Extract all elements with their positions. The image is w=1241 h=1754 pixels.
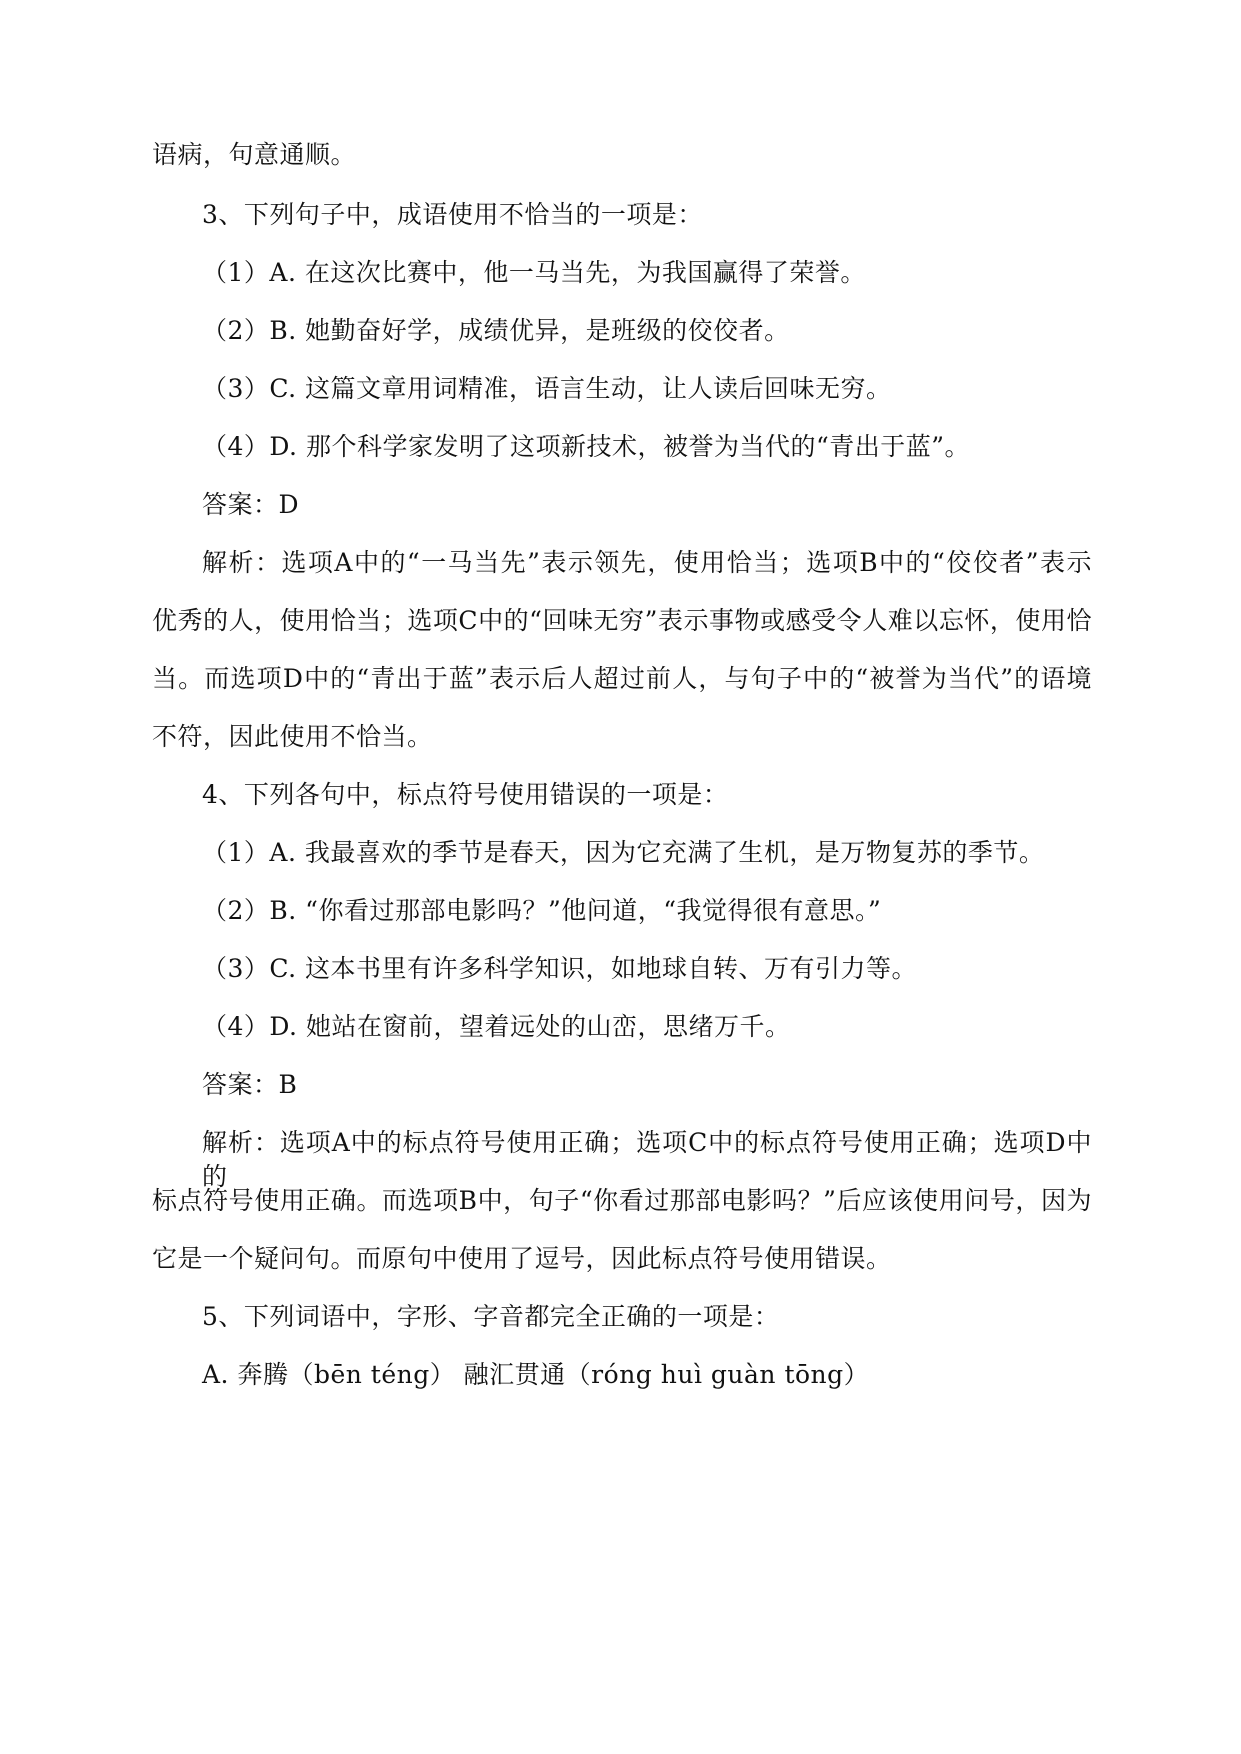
question-3-option-c: （3）C. 这篇文章用词精准，语言生动，让人读后回味无穷。 bbox=[202, 374, 892, 403]
question-4-answer: 答案：B bbox=[202, 1070, 298, 1099]
question-3-analysis: 当。而选项D中的“青出于蓝”表示后人超过前人，与句子中的“被誉为当代”的语境 bbox=[152, 664, 1092, 693]
question-3-stem: 3、下列句子中，成语使用不恰当的一项是： bbox=[202, 200, 703, 229]
question-3-analysis: 优秀的人，使用恰当；选项C中的“回味无穷”表示事物或感受令人难以忘怀，使用恰 bbox=[152, 606, 1092, 635]
question-3-analysis: 解析：选项A中的“一马当先”表示领先，使用恰当；选项B中的“佼佼者”表示 bbox=[202, 548, 1092, 577]
question-5-option-a: A. 奔腾（bēn téng） 融汇贯通（róng huì guàn tōng） bbox=[202, 1360, 870, 1389]
question-3-option-b: （2）B. 她勤奋好学，成绩优异，是班级的佼佼者。 bbox=[202, 316, 790, 345]
text-line: 语病，句意通顺。 bbox=[152, 140, 357, 169]
question-4-analysis: 标点符号使用正确。而选项B中，句子“你看过那部电影吗？”后应该使用问号，因为 bbox=[152, 1186, 1092, 1215]
question-5-stem: 5、下列词语中，字形、字音都完全正确的一项是： bbox=[202, 1302, 780, 1331]
question-4-option-d: （4）D. 她站在窗前，望着远处的山峦，思绪万千。 bbox=[202, 1012, 791, 1041]
question-4-option-b: （2）B. “你看过那部电影吗？”他问道，“我觉得很有意思。” bbox=[202, 896, 882, 925]
question-4-analysis: 它是一个疑问句。而原句中使用了逗号，因此标点符号使用错误。 bbox=[152, 1244, 892, 1273]
question-4-analysis: 解析：选项A中的标点符号使用正确；选项C中的标点符号使用正确；选项D中的 bbox=[202, 1128, 1092, 1191]
question-3-answer: 答案：D bbox=[202, 490, 300, 519]
question-3-option-a: （1）A. 在这次比赛中，他一马当先，为我国赢得了荣誉。 bbox=[202, 258, 866, 287]
question-4-option-c: （3）C. 这本书里有许多科学知识，如地球自转、万有引力等。 bbox=[202, 954, 918, 983]
question-4-stem: 4、下列各句中，标点符号使用错误的一项是： bbox=[202, 780, 729, 809]
question-3-option-d: （4）D. 那个科学家发明了这项新技术，被誉为当代的“青出于蓝”。 bbox=[202, 432, 971, 461]
question-3-analysis: 不符，因此使用不恰当。 bbox=[152, 722, 433, 751]
question-4-option-a: （1）A. 我最喜欢的季节是春天，因为它充满了生机，是万物复苏的季节。 bbox=[202, 838, 1045, 867]
